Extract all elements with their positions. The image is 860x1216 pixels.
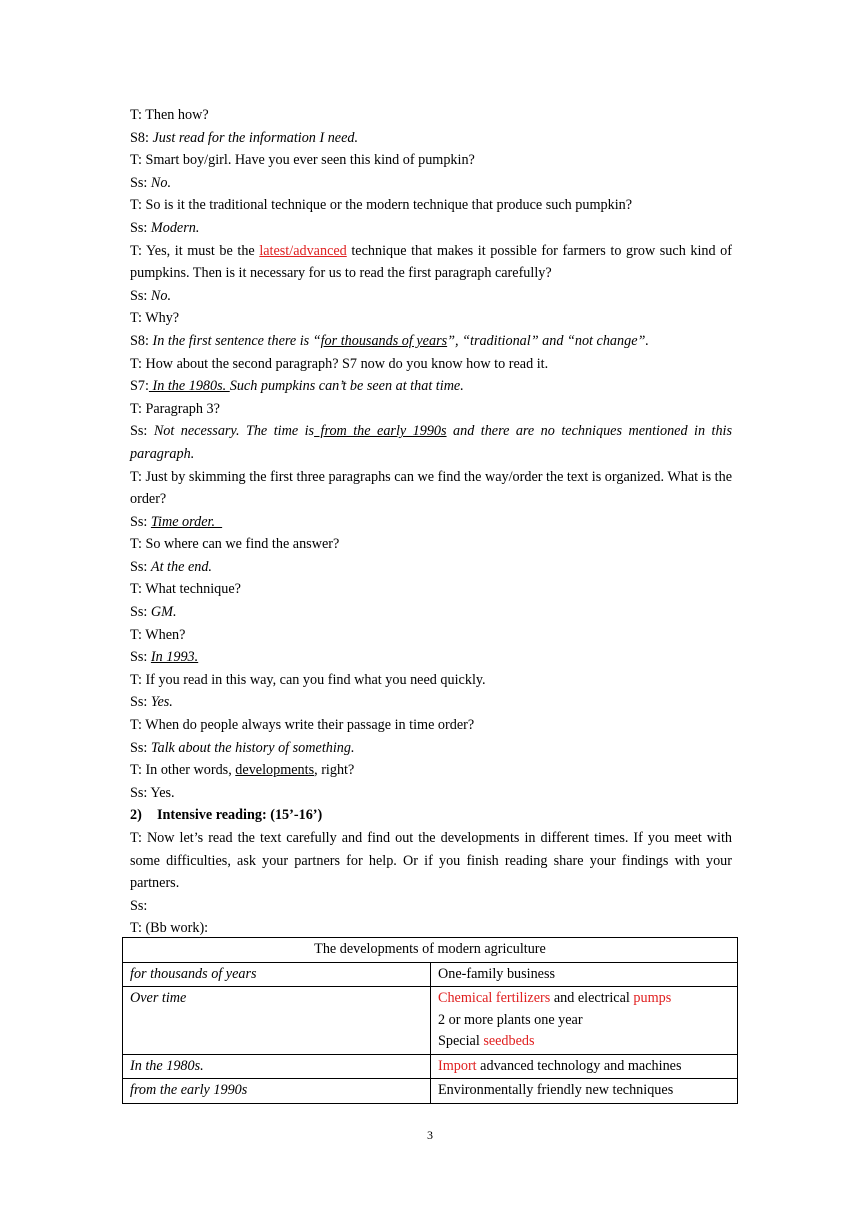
table-row <box>123 1079 738 1104</box>
line: T: Why? <box>130 310 180 327</box>
table-row <box>123 1054 738 1079</box>
table-row <box>123 962 738 987</box>
line: T: If you read in this way, can you find what you need quickly. <box>130 671 486 688</box>
line: T: So is it the traditional technique or the modern technique that produce such pumpkin? <box>130 197 633 214</box>
line: T: Just by skimming the first three paragraphs can we find the way/order the text is organized. What is the order? <box>130 468 732 508</box>
time-cell: from the early 1990s <box>123 1079 431 1104</box>
development-cell: Chemical fertilizers and electrical pumps 2 or more plants one year Special seedbeds <box>431 987 738 1055</box>
line: Ss: Talk about the history of something. <box>130 739 355 756</box>
time-cell: for thousands of years <box>123 962 431 987</box>
line: Ss: No. <box>130 287 172 304</box>
page-number: 3 <box>427 1128 433 1142</box>
line: Ss: GM. <box>130 604 177 621</box>
line: T: (Bb work): <box>130 920 209 937</box>
line: T: What technique? <box>130 581 241 598</box>
line: T: How about the second paragraph? S7 now do you know how to read it. <box>130 355 549 372</box>
line: T: Paragraph 3? <box>130 400 220 417</box>
table-title: The developments of modern agriculture <box>123 938 738 963</box>
section-heading: 2) Intensive reading: (15’-16’) <box>130 807 323 824</box>
line: Ss: Modern. <box>130 219 200 236</box>
line: S8: In the first sentence there is “for thousands of years”, “traditional” and “not change”. <box>130 332 649 349</box>
line: Ss: <box>130 897 148 914</box>
line: Ss: No. <box>130 174 172 191</box>
line: Ss: Time order. <box>130 513 223 530</box>
line: Ss: Yes. <box>130 694 173 711</box>
line: Ss: In 1993. <box>130 649 199 666</box>
time-cell: In the 1980s. <box>123 1054 431 1079</box>
line: T: When? <box>130 626 186 643</box>
line: T: Smart boy/girl. Have you ever seen this kind of pumpkin? <box>130 152 475 169</box>
development-cell: Import advanced technology and machines <box>431 1054 738 1079</box>
table-row <box>123 938 738 963</box>
line: S8: Just read for the information I need. <box>130 129 359 146</box>
table-row <box>123 987 738 1055</box>
line: S7: In the 1980s. Such pumpkins can’t be seen at that time. <box>130 378 464 395</box>
line: T: Then how? <box>130 107 209 123</box>
highlight-latest-advanced: latest/advanced <box>259 242 347 259</box>
line: Ss: At the end. <box>130 558 212 575</box>
line: T: Now let’s read the text carefully and find out the developments in different times. If you meet with some difficulties, ask your partners for help. Or if you finish reading share your findings with your partners. <box>130 830 733 892</box>
time-cell: Over time <box>123 987 431 1055</box>
line: T: So where can we find the answer? <box>130 536 340 553</box>
line: T: Yes, it must be the latest/advanced technique that makes it possible for farmers to grow such kind of pumpkins. Then is it necessary for us to read the first paragraph carefully? <box>130 242 733 282</box>
line: T: When do people always write their passage in time order? <box>130 717 475 734</box>
line: Ss: Not necessary. The time is from the early 1990s and there are no techniques mentioned in this paragraph. <box>130 423 733 462</box>
line: Ss: Yes. <box>130 784 175 801</box>
line: T: In other words, developments, right? <box>130 762 355 779</box>
dialogue <box>130 104 732 940</box>
development-cell: Environmentally friendly new techniques <box>431 1079 738 1104</box>
developments-table <box>122 937 738 1104</box>
development-cell: One-family business <box>431 962 738 987</box>
